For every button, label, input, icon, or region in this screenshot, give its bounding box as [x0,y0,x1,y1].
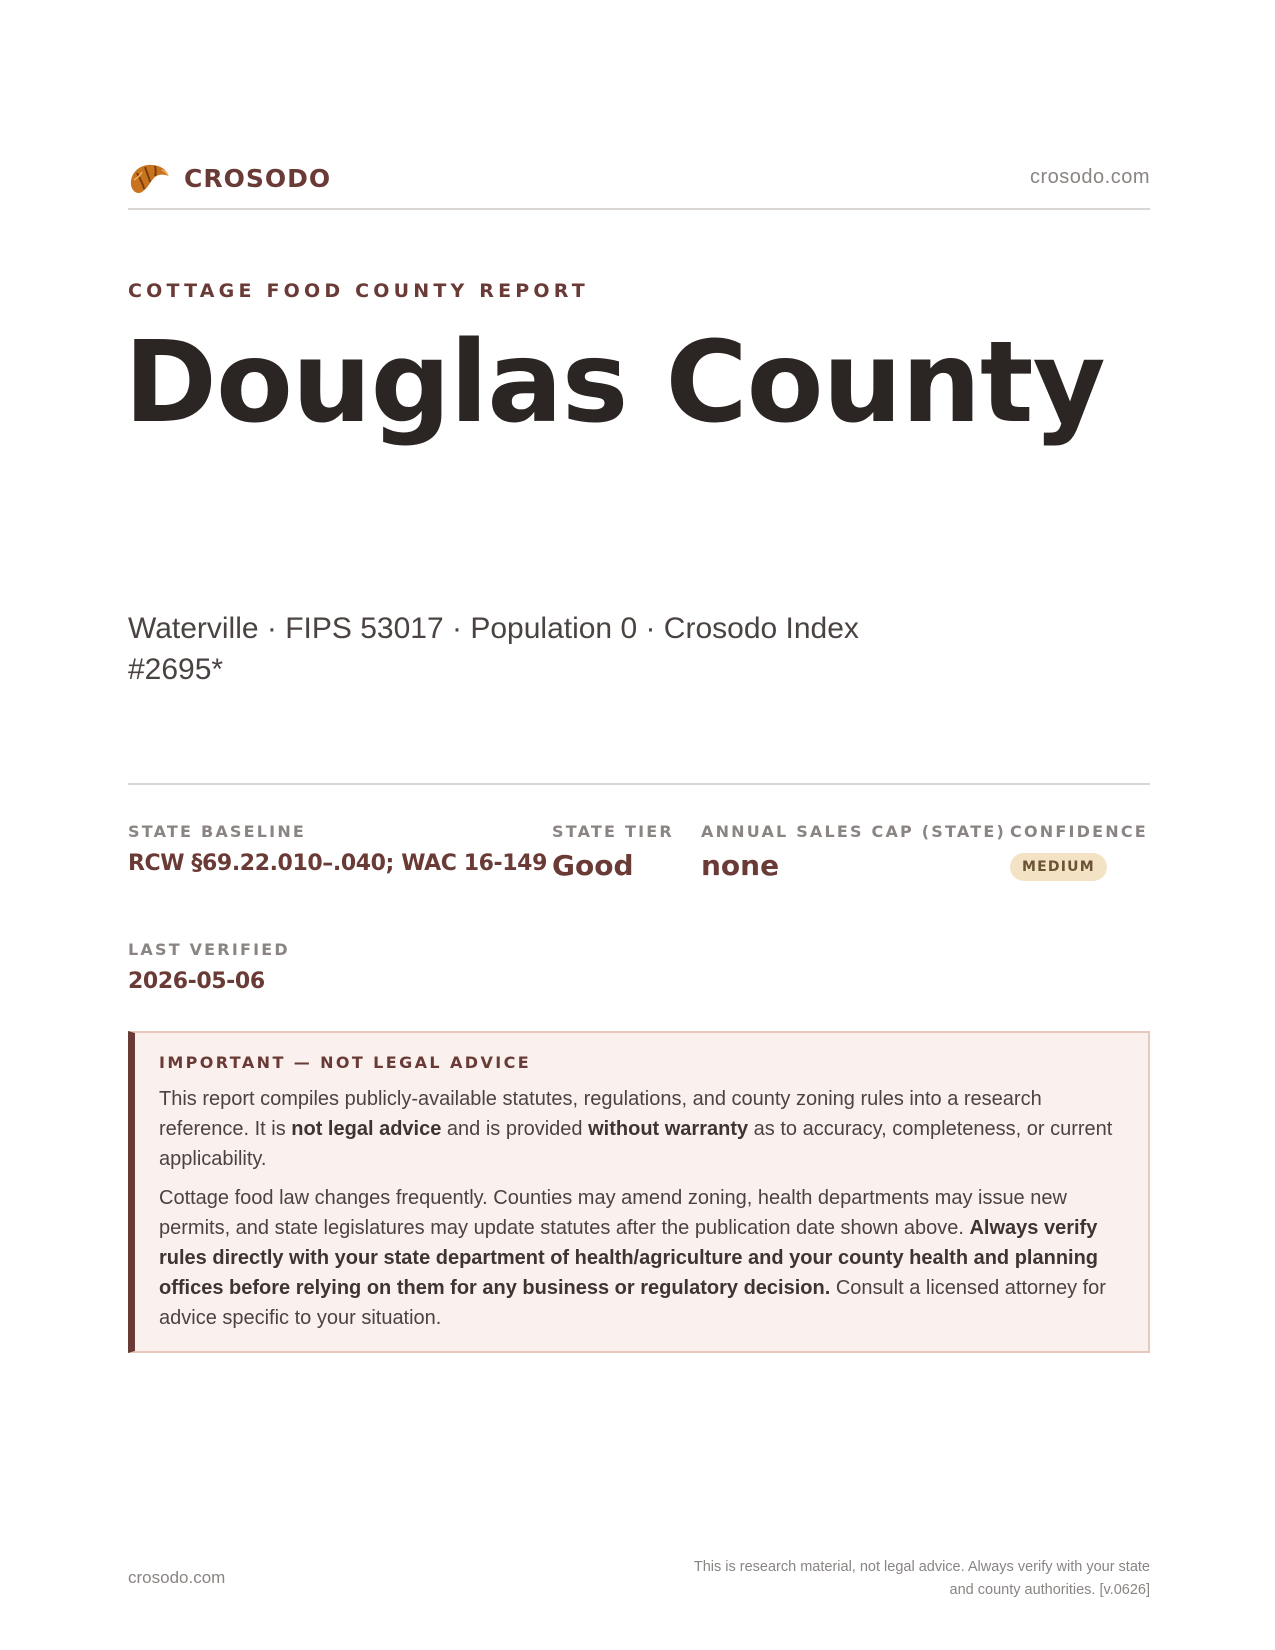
stat-value: Good [552,849,634,882]
stat-state-baseline [128,822,547,876]
footer-disclaimer-line-2: and county authorities. [v.0626] [949,1582,1150,1598]
subtitle-line-2: #2695* [128,653,224,686]
stat-label: CONFIDENCE [1010,822,1148,841]
notice-emphasis: without warranty [588,1118,749,1140]
section-divider [128,783,1150,785]
stat-value: RCW §69.22.010–.040; WAC 16-149 [128,851,547,876]
report-eyebrow: COTTAGE FOOD COUNTY REPORT [128,280,589,302]
stat-label: ANNUAL SALES CAP (STATE) [701,822,1006,841]
subtitle-line-1: Waterville · FIPS 53017 · Population 0 · Crosodo Index [128,612,859,645]
footer-disclaimer [590,1556,1150,1602]
stat-state-tier [552,822,674,882]
notice-paragraph-2 [159,1183,1122,1333]
county-subtitle [128,608,888,690]
notice-emphasis: Always verify rules directly with your state department of health/agriculture and your county health and planning offices before relying on them for any business or regulatory decision. [159,1217,1099,1299]
notice-title: IMPORTANT — NOT LEGAL ADVICE [159,1053,532,1072]
brand[interactable] [128,158,331,198]
stat-last-verified [128,940,290,994]
stat-label: STATE TIER [552,822,674,841]
stat-annual-sales-cap [701,822,1006,882]
stat-value: none [701,849,780,882]
stat-label: LAST VERIFIED [128,940,290,959]
page-title: Douglas County [124,318,1105,448]
croissant-icon [128,158,170,198]
stat-value: 2026-05-06 [128,969,265,994]
notice-paragraph-1 [159,1084,1122,1174]
page-header [128,158,1150,210]
footer-disclaimer-line-1: This is research material, not legal advice. Always verify with your state [693,1559,1150,1575]
legal-notice [128,1031,1150,1353]
site-url[interactable]: crosodo.com [1030,166,1150,188]
notice-text: Consult a licensed attorney for advice specific to your situation. [159,1277,1106,1329]
stat-label: STATE BASELINE [128,822,307,841]
notice-text: Cottage food law changes frequently. Counties may amend zoning, health departments may issue new permits, and state legislatures may update statutes after the publication date shown above. [159,1187,1067,1239]
notice-text: as to accuracy, completeness, or current applicability. [159,1118,1113,1170]
notice-emphasis: not legal advice [291,1118,442,1140]
confidence-badge: MEDIUM [1010,853,1107,881]
brand-name: CROSODO [184,163,332,193]
footer-site-url[interactable]: crosodo.com [128,1568,226,1587]
notice-text: and is provided [441,1118,589,1140]
notice-text: This report compiles publicly-available statutes, regulations, and county zoning rules into a research reference. It is [159,1088,1042,1140]
stat-confidence [1010,822,1148,881]
